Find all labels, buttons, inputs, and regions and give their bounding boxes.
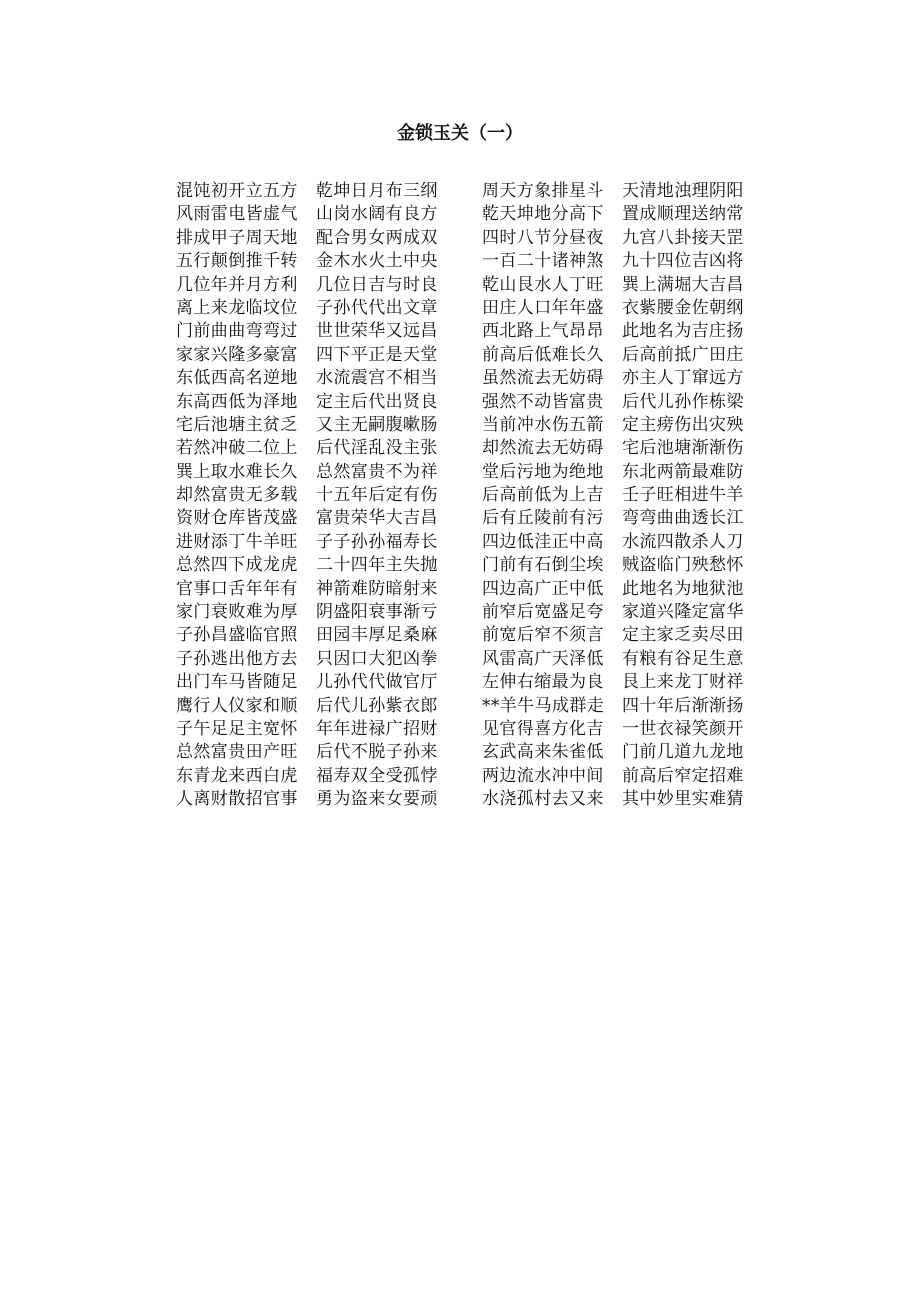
verse-line: **羊牛马成群走: [482, 695, 605, 716]
verse-line: 定主家乏卖尽田: [622, 625, 744, 646]
verse-line: 二十四年主失抛: [316, 555, 438, 576]
verse-row: [0, 344, 920, 367]
verse-line: 宅后池塘主贫乏: [176, 414, 298, 435]
verse-line: 田园丰厚足桑麻: [316, 625, 438, 646]
verse-line: 只因口大犯凶拳: [316, 648, 438, 669]
verse-line: 巽上满堀大吉昌: [622, 274, 744, 295]
verse-row: [0, 297, 920, 320]
verse-line: 西北路上气昂昂: [482, 321, 604, 342]
verse-line: 年年进禄广招财: [316, 718, 438, 739]
verse-line: 混饨初开立五方: [176, 181, 298, 201]
verse-line: 出门车马皆随足: [176, 672, 298, 693]
verse-line: 几位日吉与时良: [316, 274, 438, 295]
verse-row: [0, 601, 920, 624]
verse-line: 弯弯曲曲透长江: [622, 508, 744, 529]
verse-line: 子孙逃出他方去: [176, 648, 298, 669]
verse-line: 虽然流去无妨碍: [482, 368, 604, 389]
verse-line: 四边高广正中低: [482, 578, 604, 599]
verse-line: 东高西低为泽地: [176, 391, 298, 412]
verse-line: 宅后池塘渐渐伤: [622, 438, 744, 459]
verse-line: 官事口舌年年有: [176, 578, 298, 599]
verse-line: 定主痨伤出灾殃: [622, 414, 744, 435]
verse-row: [0, 250, 920, 273]
verse-row: [0, 437, 920, 460]
verse-line: 子孙昌盛临官照: [176, 625, 298, 646]
verse-line: 两边流水冲中间: [482, 765, 604, 786]
verse-line: 东低西高名逆地: [176, 368, 298, 389]
verse-line: 东北两箭最难防: [622, 461, 744, 482]
verse-row: [0, 695, 920, 718]
verse-line: 家家兴隆多豪富: [176, 344, 298, 365]
verse-line: 田庄人口年年盛: [482, 297, 604, 318]
verse-line: 又主无嗣腹嗽肠: [316, 414, 438, 435]
verse-line: 前宽后窄不须言: [482, 625, 604, 646]
verse-row: [0, 624, 920, 647]
verse-line: 当前冲水伤五箭: [482, 414, 604, 435]
verse-row: [0, 765, 920, 788]
verse-row: [0, 274, 920, 297]
verse-line: 却然富贵无多载: [176, 485, 298, 506]
verse-line: 山岗水阔有良方: [316, 204, 438, 225]
verse-line: 乾山艮水人丁旺: [482, 274, 604, 295]
verse-line: 后代儿孙作栋梁: [622, 391, 744, 412]
verse-line: 四十年后渐渐扬: [622, 695, 744, 716]
verse-line: 九十四位吉凶将: [622, 251, 744, 272]
verse-line: 见官得喜方化吉: [482, 718, 604, 739]
verse-line: 水浇孤村去又来: [482, 789, 604, 810]
verse-line: 后高前低为上吉: [482, 485, 604, 506]
poem-body: [0, 180, 920, 812]
verse-line: 壬子旺相进牛羊: [622, 485, 744, 506]
verse-row: [0, 367, 920, 390]
verse-line: 乾天坤地分高下: [482, 204, 604, 225]
verse-line: 后代儿孙紫衣郎: [316, 695, 438, 716]
verse-row: [0, 578, 920, 601]
verse-line: 若然冲破二位上: [176, 438, 298, 459]
verse-line: 风雷高广天泽低: [482, 648, 604, 669]
verse-line: 此地名为吉庄扬: [622, 321, 744, 342]
verse-line: 天清地浊理阴阳: [622, 181, 744, 201]
verse-line: 五行颠倒推千转: [176, 251, 298, 272]
verse-line: 资财仓库皆茂盛: [176, 508, 298, 529]
verse-line: 衣紫腰金佐朝纲: [622, 297, 744, 318]
verse-line: 世世荣华又远昌: [316, 321, 438, 342]
verse-line: 左伸右缩最为良: [482, 672, 604, 693]
verse-line: 强然不动皆富贵: [482, 391, 604, 412]
verse-line: 后代淫乱没主张: [316, 438, 438, 459]
verse-line: 神箭难防暗射来: [316, 578, 438, 599]
verse-line: 置成顺理送纳常: [622, 204, 744, 225]
verse-line: 乾坤日月布三纲: [316, 181, 438, 201]
verse-line: 总然富贵田产旺: [176, 742, 298, 763]
verse-line: 风雨雷电皆虚气: [176, 204, 298, 225]
verse-line: 后有丘陵前有污: [482, 508, 604, 529]
verse-line: 一百二十诸神煞: [482, 251, 604, 272]
verse-line: 一世衣禄笑颜开: [622, 718, 744, 739]
page-title: 金锁玉关（一）: [397, 123, 523, 144]
verse-line: 亦主人丁窜远方: [622, 368, 744, 389]
verse-line: 后代不脱子孙来: [316, 742, 438, 763]
verse-row: [0, 788, 920, 811]
verse-row: [0, 203, 920, 226]
verse-row: [0, 391, 920, 414]
verse-line: 前窄后宽盛足夸: [482, 602, 604, 623]
verse-line: 子午足足主宽怀: [176, 718, 298, 739]
verse-line: 人离财散招官事: [176, 789, 298, 810]
verse-line: 阴盛阳衰事渐亏: [316, 602, 438, 623]
verse-row: [0, 718, 920, 741]
verse-line: 后高前抵广田庄: [622, 344, 744, 365]
verse-line: 堂后污地为绝地: [482, 461, 604, 482]
verse-line: 四下平正是天堂: [316, 344, 438, 365]
verse-line: 其中妙里实难猜: [622, 789, 744, 810]
verse-line: 定主后代出贤良: [316, 391, 438, 412]
verse-line: 艮上来龙丁财祥: [622, 672, 744, 693]
verse-line: 十五年后定有伤: [316, 485, 438, 506]
verse-row: [0, 414, 920, 437]
verse-row: [0, 227, 920, 250]
verse-row: [0, 461, 920, 484]
verse-row: [0, 531, 920, 554]
verse-row: [0, 741, 920, 764]
verse-line: 勇为盗来女要顽: [316, 789, 438, 810]
verse-row: [0, 484, 920, 507]
verse-line: 家道兴隆定富华: [622, 602, 744, 623]
verse-line: 福寿双全受孤悖: [316, 765, 438, 786]
verse-line: 配合男女两成双: [316, 227, 438, 248]
verse-line: 富贵荣华大吉昌: [316, 508, 438, 529]
verse-line: 儿孙代代做官厅: [316, 672, 438, 693]
verse-line: 前高后低难长久: [482, 344, 604, 365]
verse-line: 玄武高来朱雀低: [482, 742, 604, 763]
verse-line: 四边低洼正中高: [482, 531, 604, 552]
verse-line: 水流震宫不相当: [316, 368, 438, 389]
verse-line: 门前有石倒尘埃: [482, 555, 604, 576]
verse-row: [0, 671, 920, 694]
verse-line: 金木水火土中央: [316, 251, 438, 272]
verse-line: 排成甲子周天地: [176, 227, 298, 248]
verse-line: 水流四散杀人刀: [622, 531, 744, 552]
verse-line: 离上来龙临坟位: [176, 297, 298, 318]
verse-row: [0, 180, 920, 203]
verse-line: 总然富贵不为祥: [316, 461, 438, 482]
verse-line: 子子孙孙福寿长: [316, 531, 438, 552]
verse-line: 门前曲曲弯弯过: [176, 321, 298, 342]
verse-line: 家门衰败难为厚: [176, 602, 298, 623]
verse-line: 贼盗临门殃愁怀: [622, 555, 744, 576]
verse-line: 周天方象排星斗: [482, 181, 604, 201]
verse-line: 此地名为地狱池: [622, 578, 744, 599]
verse-row: [0, 320, 920, 343]
verse-line: 总然四下成龙虎: [176, 555, 298, 576]
verse-line: 鹰行人仪家和顺: [176, 695, 298, 716]
verse-row: [0, 648, 920, 671]
verse-row: [0, 554, 920, 577]
verse-line: 几位年并月方利: [176, 274, 298, 295]
verse-line: 四时八节分昼夜: [482, 227, 604, 248]
verse-line: 巽上取水难长久: [176, 461, 298, 482]
verse-line: 东青龙来西白虎: [176, 765, 298, 786]
verse-line: 门前几道九龙地: [622, 742, 744, 763]
verse-line: 有粮有谷足生意: [622, 648, 744, 669]
verse-line: 进财添丁牛羊旺: [176, 531, 298, 552]
verse-line: 子孙代代出文章: [316, 297, 438, 318]
verse-line: 前高后窄定招难: [622, 765, 744, 786]
verse-line: 九宫八卦接天罡: [622, 227, 744, 248]
verse-line: 却然流去无妨碍: [482, 438, 604, 459]
verse-row: [0, 507, 920, 530]
